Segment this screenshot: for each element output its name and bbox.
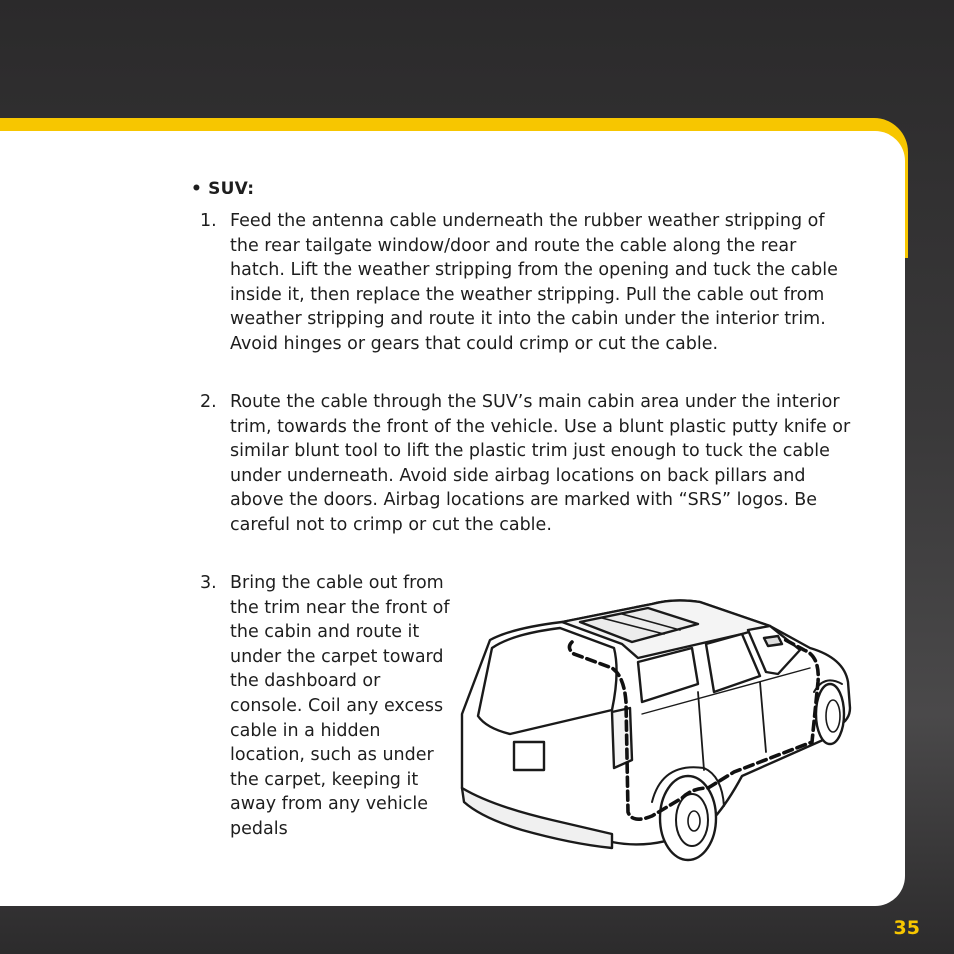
step-1-number: 1. (200, 211, 217, 231)
page-number: 35 (893, 917, 920, 939)
suv-cable-route-illustration (452, 592, 862, 874)
step-1-text: Feed the antenna cable underneath the rubber weather stripping of the rear tailgate window/door and route the cable along the rear hatch. Lift the weather stripping from the opening and tuck the cable inside it, then replace the weather stripping. Pull the cable out from weather stripping and route it into the cabin under the interior trim. Avoid hinges or gears that could crimp or cut the cable. (230, 211, 838, 354)
step-3 (200, 571, 450, 842)
suv-side-mirror (764, 636, 782, 646)
suv-taillight (612, 708, 632, 768)
step-2-number: 2. (200, 392, 217, 412)
step-2-text: Route the cable through the SUV’s main cabin area under the interior trim, towards the front of the vehicle. Use a blunt plastic putty knife or similar blunt tool to lift the plastic trim just enough to tuck the cable under underneath. Avoid side airbag locations on back pillars and above the doors. Airbag locations are marked with “SRS” logos. Be careful not to crimp or cut the cable. (230, 392, 851, 535)
step-2 (200, 390, 860, 538)
step-1 (200, 209, 855, 357)
step-3-text: Bring the cable out from the trim near the front of the cabin and route it under the carpet toward the dashboard or console. Coil any excess cable in a hidden location, such as under the carpet, keeping it away from any vehicle pedals (230, 573, 450, 839)
step-3-number: 3. (200, 573, 217, 593)
section-heading-suv: • SUV: (191, 179, 255, 199)
suv-license-plate (514, 742, 544, 770)
